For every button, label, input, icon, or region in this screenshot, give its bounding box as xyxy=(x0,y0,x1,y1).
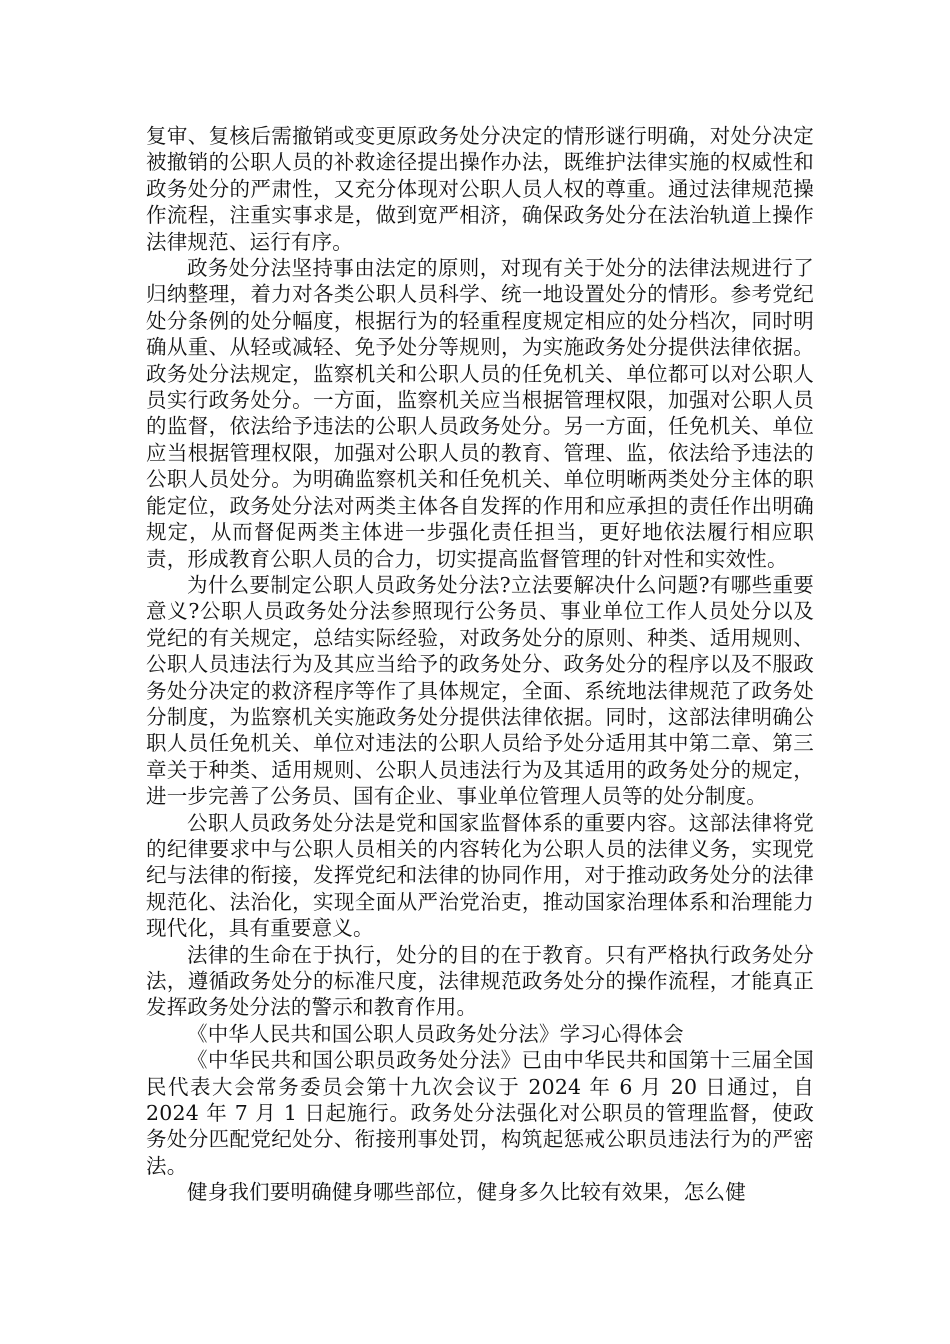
paragraph-legal-principle: 政务处分法坚持事由法定的原则，对现有关于处分的法律法规进行了归纳整理，着力对各类公职人员科学、统一地设置处分的情形。参考党纪处分条例的处分幅度，根据行为的轻重程度规定相应的处分档次，同时明确从重、从轻或减轻、免予处分等规则，为实施政务处分提供法律依据。政务处分法规定，监察机关和公职人员的任免机关、单位都可以对公职人员实行政务处分。一方面，监察机关应当根据管理权限，加强对公职人员的监督，依法给予违法的公职人员政务处分。另一方面，任免机关、单位应当根据管理权限，加强对公职人员的教育、管理、监，依法给予违法的公职人员处分。为明确监察机关和任免机关、单位明晰两类处分主体的职能定位，政务处分法对两类主体各自发挥的作用和应承担的责任作出明确规定，从而督促两类主体进一步强化责任担当，更好地依法履行相应职责，形成教育公职人员的合力，切实提高监督管理的针对性和实效性。 xyxy=(146,256,814,571)
paragraph-fitness-fragment: 健身我们要明确健身哪些部位，健身多久比较有效果，怎么健 xyxy=(187,1180,746,1205)
paragraph-why-enact-law: 为什么要制定公职人员政务处分法?立法要解决什么问题?有哪些重要意义?公职人员政务处分法参照现行公务员、事业单位工作人员处分以及党纪的有关规定，总结实际经验，对政务处分的原则、种类、适用规则、公职人员违法行为及其应当给予的政务处分、政务处分的程序以及不服政务处分决定的救济程序等作了具体规定，全面、系统地法律规范了政务处分制度，为监察机关实施政务处分提供法律依据。同时，这部法律明确公职人员任免机关、单位对违法的公职人员给予处分适用其中第二章、第三章关于种类、适用规则、公职人员违法行为及其适用的政务处分的规定，进一步完善了公务员、国有企业、事业单位管理人员等的处分制度。 xyxy=(146,572,814,809)
paragraph-continuation: 复审、复核后需撤销或变更原政务处分决定的情形谜行明确，对处分决定被撤销的公职人员的补救途径提出操作办法，既维护法律实施的权威性和政务处分的严肃性，又充分体现对公职人员人权的尊重。通过法律规范操作流程，注重实事求是，做到宽严相济，确保政务处分在法治轨道上操作法律规范、运行有序。 xyxy=(146,124,814,254)
document-body xyxy=(146,123,814,1206)
paragraph-law-enforcement: 法律的生命在于执行，处分的目的在于教育。只有严格执行政务处分法，遵循政务处分的标准尺度，法律规范政务处分的操作流程，才能真正发挥政务处分法的警示和教育作用。 xyxy=(146,942,814,1020)
paragraph-supervision-system: 公职人员政务处分法是党和国家监督体系的重要内容。这部法律将党的纪律要求中与公职人员相关的内容转化为公职人员的法律义务，实现党纪与法律的衔接，发挥党纪和法律的协同作用，对于推动政务处分的法律规范化、法治化，实现全面从严治党治吏，推动国家治理体系和治理能力现代化，具有重要意义。 xyxy=(146,810,814,941)
section-heading: 《中华人民共和国公职人员政务处分法》学习心得体会 xyxy=(187,1021,684,1046)
paragraph-law-adoption: 《中华民共和国公职员政务处分法》已由中华民共和国第十三届全国民代表大会常务委员会第十九次会议于 2024 年 6 月 20 日通过，自 2024 年 7 月 1 日起施行。政务处分法强化对公职员的管理监督，使政务处分匹配党纪处分、衔接刑事处罚，构筑起惩戒公职员违法行为的严密法。 xyxy=(146,1048,814,1178)
